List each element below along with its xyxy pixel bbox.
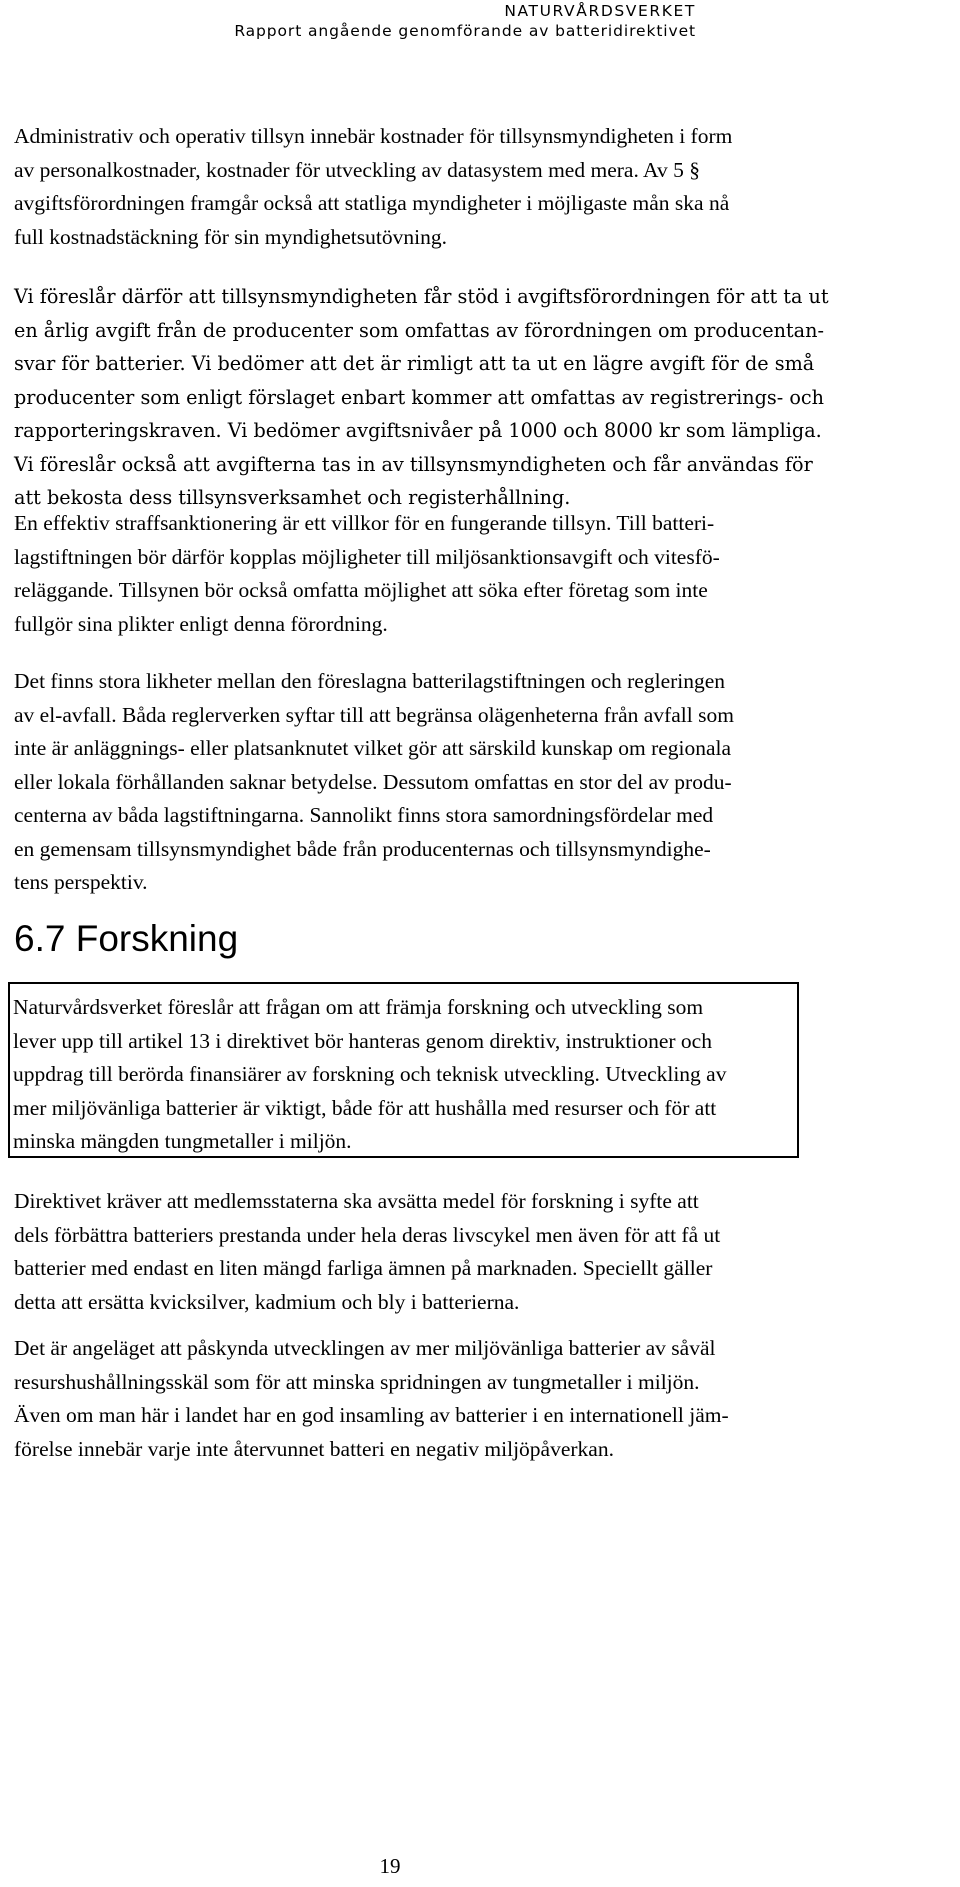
text-line: Det är angeläget att påskynda utvecklingen av mer miljövänliga batterier av såväl bbox=[14, 1336, 716, 1360]
text-line: mer miljövänliga batterier är viktigt, både för att hushålla med resurser och för att bbox=[13, 1095, 717, 1120]
text-line: av el-avfall. Båda reglerverken syftar till att begränsa olägenheterna från avfall som bbox=[14, 702, 734, 727]
text-line: Även om man här i landet har en god insamling av batterier i en internationell jäm- bbox=[14, 1403, 729, 1427]
paragraph-development bbox=[14, 1332, 914, 1466]
section-heading: 6.7 Forskning bbox=[14, 918, 239, 959]
text-line: reläggande. Tillsynen bör också omfatta möjlighet att söka efter företag som inte bbox=[14, 578, 708, 602]
text-line: svar för batterier. Vi bedömer att det är rimligt att ta ut en lägre avgift för de små bbox=[14, 352, 815, 375]
text-line: detta att ersätta kvicksilver, kadmium och bly i batterierna. bbox=[14, 1289, 520, 1314]
text-line: Administrativ och operativ tillsyn innebär kostnader för tillsynsmyndigheten i form bbox=[14, 124, 733, 148]
text-line: uppdrag till berörda finansiärer av forskning och teknisk utveckling. Utveckling av bbox=[13, 1062, 727, 1086]
paragraph-sanctions bbox=[14, 507, 914, 641]
paragraph-fee-proposal bbox=[14, 280, 914, 515]
text-line: tens perspektiv. bbox=[14, 870, 148, 894]
text-line: minska mängden tungmetaller i miljön. bbox=[13, 1129, 352, 1153]
text-line: lagstiftningen bör därför kopplas möjligheter till miljösanktionsavgift och vitesfö- bbox=[14, 544, 720, 569]
text-line: Direktivet kräver att medlemsstaterna ska avsätta medel för forskning i syfte att bbox=[14, 1189, 699, 1213]
text-line: en gemensam tillsynsmyndighet både från producenternas och tillsynsmyndighe- bbox=[14, 836, 711, 861]
text-line: lever upp till artikel 13 i direktivet bör hanteras genom direktiv, instruktioner och bbox=[13, 1028, 712, 1053]
page-number: 19 bbox=[379, 1854, 401, 1878]
text-line: dels förbättra batteriers prestanda under hela deras livscykel men även för att få ut bbox=[14, 1222, 721, 1247]
text-line: av personalkostnader, kostnader för utveckling av datasystem med mera. Av 5 § bbox=[14, 157, 700, 182]
text-line: inte är anläggnings- eller platsanknutet vilket gör att särskild kunskap om regionala bbox=[14, 736, 732, 760]
text-line: Vi föreslår också att avgifterna tas in av tillsynsmyndigheten och får användas för bbox=[14, 452, 813, 476]
header-organization: NATURVÅRDSVERKET bbox=[504, 2, 696, 20]
text-line: Det finns stora likheter mellan den föreslagna batterilagstiftningen och regleringen bbox=[14, 669, 726, 693]
text-line: eller lokala förhållanden saknar betydelse. Dessutom omfattas en stor del av produ- bbox=[14, 769, 732, 794]
text-line: En effektiv straffsanktionering är ett villkor för en fungerande tillsyn. Till batteri- bbox=[14, 511, 715, 535]
header-report-title: Rapport angående genomförande av batteridirektivet bbox=[234, 22, 696, 40]
text-line: Vi föreslår därför att tillsynsmyndigheten får stöd i avgiftsförordningen för att ta ut bbox=[14, 285, 829, 308]
text-line: att bekosta dess tillsynsverksamhet och registerhållning. bbox=[14, 486, 571, 509]
text-line: rapporteringskraven. Vi bedömer avgiftsnivåer på 1000 och 8000 kr som lämpliga. bbox=[14, 419, 822, 442]
paragraph-admin-costs bbox=[14, 120, 914, 254]
text-line: förelse innebär varje inte återvunnet batteri en negativ miljöpåverkan. bbox=[14, 1436, 614, 1461]
text-line: Naturvårdsverket föreslår att frågan om att främja forskning och utveckling som bbox=[13, 995, 704, 1019]
text-line: batterier med endast en liten mängd farliga ämnen på marknaden. Speciellt gäller bbox=[14, 1256, 713, 1280]
text-line: fullgör sina plikter enligt denna förordning. bbox=[14, 611, 388, 636]
paragraph-directive-research bbox=[14, 1185, 914, 1319]
recommendation-box bbox=[8, 982, 799, 1158]
text-line: avgiftsförordningen framgår också att statliga myndigheter i möjligaste mån ska nå bbox=[14, 191, 730, 215]
text-line: centerna av båda lagstiftningarna. Sannolikt finns stora samordningsfördelar med bbox=[14, 803, 714, 827]
paragraph-recommendation bbox=[13, 991, 913, 1159]
text-line: resurshushållningsskäl som för att minska spridningen av tungmetaller i miljön. bbox=[14, 1369, 700, 1394]
text-line: producenter som enligt förslaget enbart kommer att omfattas av registrerings- och bbox=[14, 385, 825, 409]
text-line: en årlig avgift från de producenter som omfattas av förordningen om producentan- bbox=[14, 318, 824, 342]
text-line: full kostnadstäckning för sin myndighetsutövning. bbox=[14, 224, 447, 249]
paragraph-el-waste bbox=[14, 665, 914, 900]
